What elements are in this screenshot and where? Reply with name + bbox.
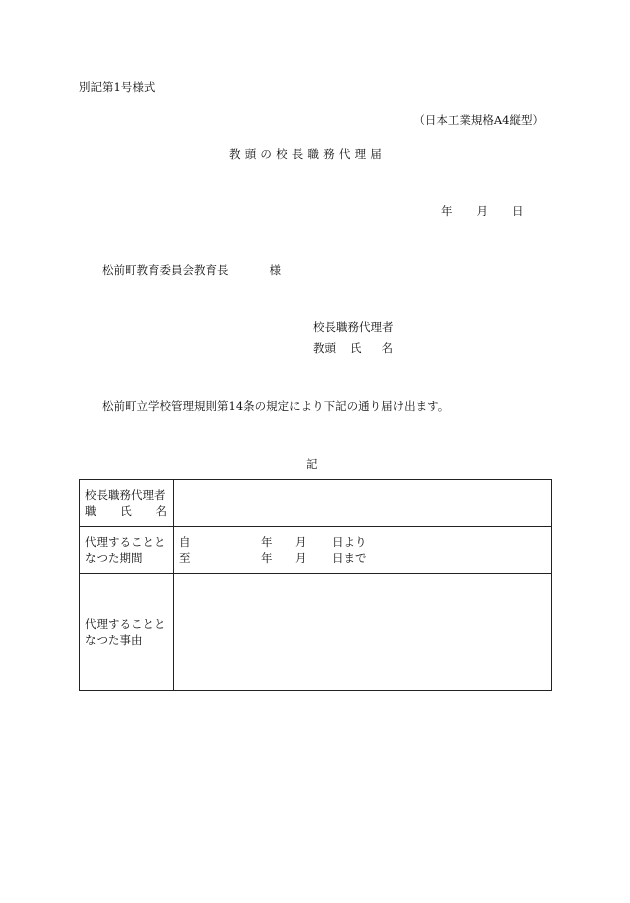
applicant-name-label-2: 名 [381,340,393,355]
period-to-suffix: 日まで [332,551,367,565]
applicant-name-label-1: 氏 [350,340,362,355]
applicant-name-line [313,340,394,355]
row-value-period[interactable] [174,527,552,574]
period-to [179,550,551,566]
row2-label-line2: なつた期間 [85,551,143,565]
row1-label-line2 [85,503,167,519]
detail-table [79,479,552,691]
ki-label: 記 [306,457,318,471]
date-year-label: 年 [441,204,453,218]
body-text: 松前町立学校管理規則第14条の規定により下記の通り届け出ます。 [102,399,450,413]
row1-label-char-2: 氏 [120,504,132,518]
period-from [179,534,551,550]
addressee-honorific: 様 [269,263,281,277]
row2-label-line1: 代理することと [85,535,166,549]
form-number: 別記第1号様式 [79,80,156,94]
row-label-reason [80,574,174,691]
date-month-label: 月 [476,204,488,218]
period-to-prefix: 至 [179,551,191,565]
row-value-proxy-name[interactable] [174,480,552,527]
period-from-year: 年 [261,535,273,549]
row1-label-char-3: 名 [155,504,167,518]
period-to-year: 年 [261,551,273,565]
period-from-suffix: 日より [332,535,367,549]
table-row [80,480,552,527]
table-row [80,574,552,691]
row1-label-char-1: 職 [85,504,97,518]
addressee-name: 松前町教育委員会教育長 [102,263,229,277]
applicant-role: 校長職務代理者 [313,320,394,334]
document-title: 教頭の校長職務代理届 [229,147,386,161]
applicant-block [313,322,394,354]
row-value-reason[interactable] [174,574,552,691]
row3-label-line1: 代理することと [85,617,166,631]
addressee [102,265,281,277]
date-line [441,206,524,218]
table-row [80,527,552,574]
applicant-title: 教頭 [313,340,336,355]
row1-label-line1: 校長職務代理者 [85,488,166,502]
period-from-prefix: 自 [179,535,191,549]
date-day-label: 日 [512,204,524,218]
paper-size-note: （日本工業規格A4縦型） [413,113,544,127]
period-from-month: 月 [295,535,307,549]
row3-label-line2: なつた事由 [85,633,143,647]
row-label-period [80,527,174,574]
period-to-month: 月 [295,551,307,565]
row-label-proxy-name [80,480,174,527]
